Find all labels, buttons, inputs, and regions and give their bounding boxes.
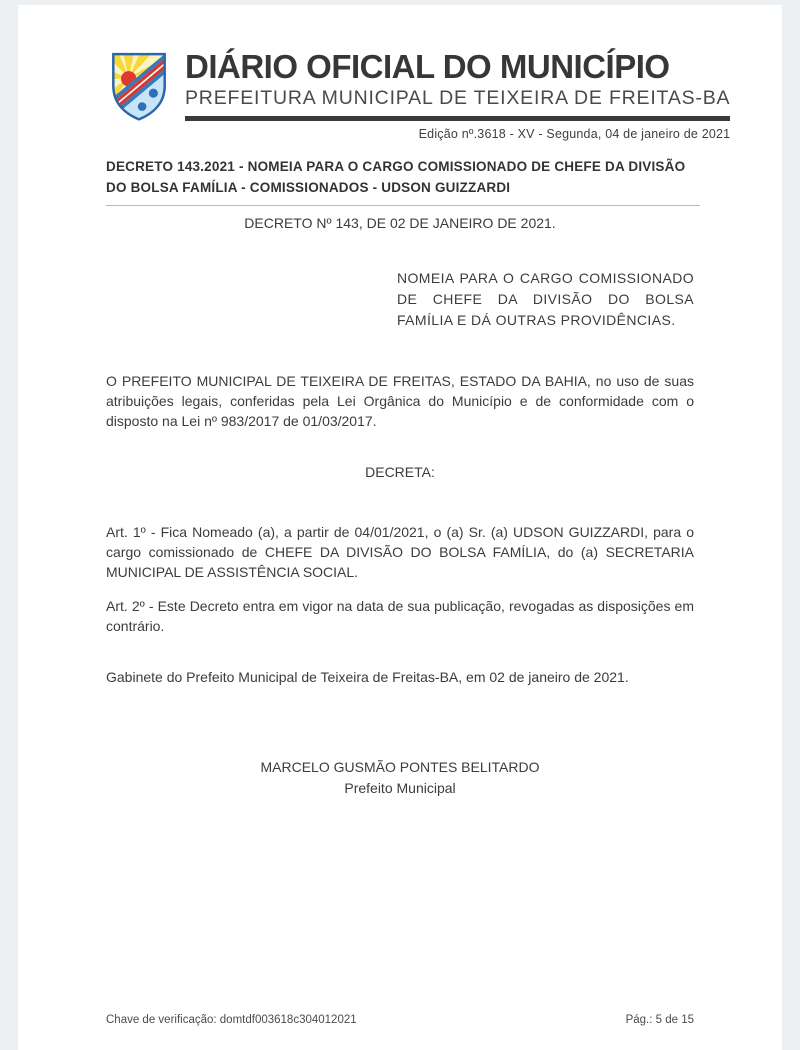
signer-name: MARCELO GUSMÃO PONTES BELITARDO <box>260 759 540 775</box>
decree-title: DECRETO Nº 143, DE 02 DE JANEIRO DE 2021. <box>244 215 556 231</box>
gazette-subtitle: PREFEITURA MUNICIPAL DE TEIXEIRA DE FREITAS-BA <box>185 87 731 109</box>
article-1: Art. 1º - Fica Nomeado (a), a partir de 04/01/2021, o (a) Sr. (a) UDSON GUIZZARDI, para o cargo comissionado de CHEFE DA DIVISÃO DO BOLSA FAMÍLIA, do (a) SECRETARIA MUNICIPAL DE ASSISTÊNCIA SOCIAL. <box>106 524 694 580</box>
act-summary-heading: DECRETO 143.2021 - NOMEIA PARA O CARGO COMISSIONADO DE CHEFE DA DIVISÃO DO BOLSA FAMÍLIA - COMISSIONADOS - UDSON GUIZZARDI <box>106 159 686 195</box>
masthead <box>106 48 731 141</box>
verification-key: Chave de verificação: domtdf003618c304012021 <box>106 1014 357 1026</box>
closing-line: Gabinete do Prefeito Municipal de Teixeira de Freitas-BA, em 02 de janeiro de 2021. <box>106 669 629 685</box>
signature-block <box>106 757 694 799</box>
article-2: Art. 2º - Este Decreto entra em vigor na data de sua publicação, revogadas as disposições em contrário. <box>106 598 694 634</box>
gazette-title: DIÁRIO OFICIAL DO MUNICÍPIO <box>185 48 670 85</box>
masthead-divider-bar <box>185 116 730 121</box>
edition-line: Edição nº.3618 - XV - Segunda, 04 de janeiro de 2021 <box>418 127 731 141</box>
divider-rule <box>106 205 700 206</box>
masthead-text <box>185 48 730 141</box>
decree-preamble: O PREFEITO MUNICIPAL DE TEIXEIRA DE FREITAS, ESTADO DA BAHIA, no uso de suas atribuições legais, conferidas pela Lei Orgânica do Município e de conformidade com o disposto na Lei nº 983/2017 de 01/03/2017. <box>106 373 694 429</box>
decree-content <box>106 156 694 799</box>
page-number: Pág.: 5 de 15 <box>625 1014 694 1026</box>
page-footer <box>106 1014 694 1026</box>
enacting-word: DECRETA: <box>365 464 435 480</box>
signer-role: Prefeito Municipal <box>344 780 456 796</box>
document-page <box>18 5 782 1050</box>
decree-epigraph: NOMEIA PARA O CARGO COMISSIONADO DE CHEFE DA DIVISÃO DO BOLSA FAMÍLIA E DÁ OUTRAS PROVIDÊNCIAS. <box>397 270 694 328</box>
municipal-crest-icon <box>106 49 172 123</box>
